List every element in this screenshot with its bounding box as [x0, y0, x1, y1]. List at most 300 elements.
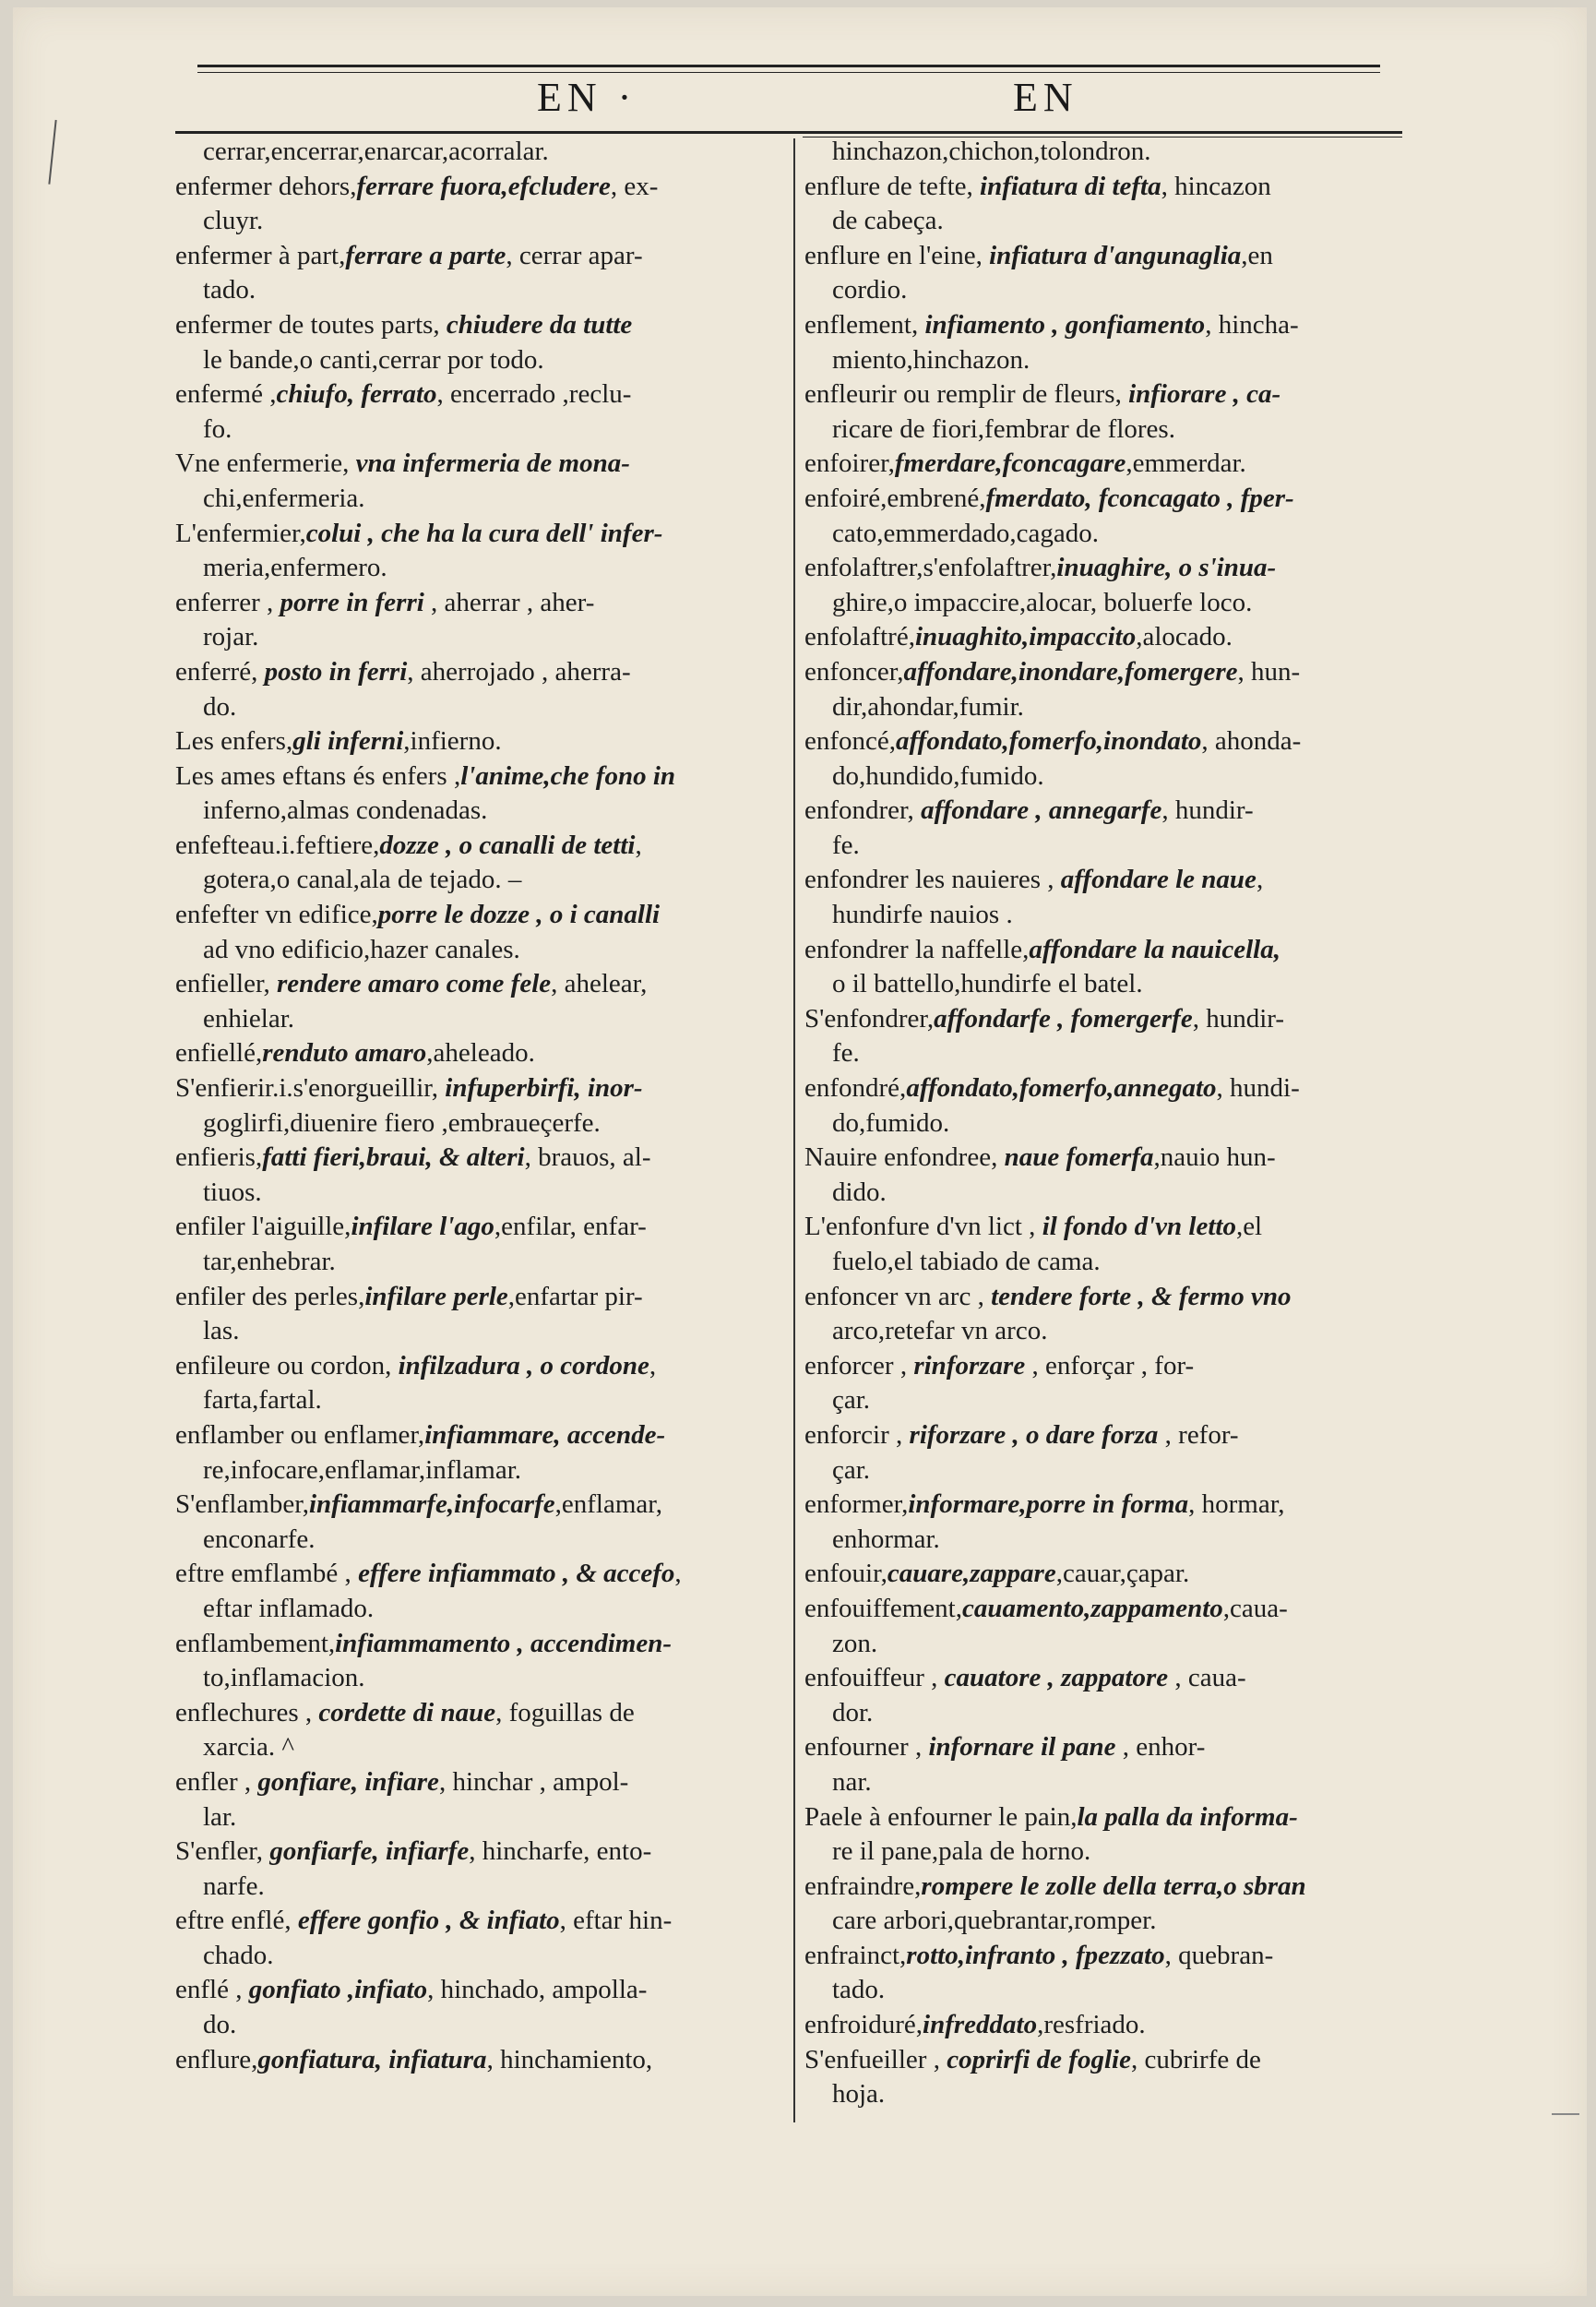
dictionary-entry [175, 1141, 784, 1210]
entry-continuation: ad vno edificio,hazer canales. [203, 934, 520, 964]
headword: Les enfers, [175, 726, 293, 757]
entry-continuation: re il pane,pala de horno. [832, 1836, 1091, 1867]
spanish-gloss: , aherrojado , aherra- [407, 656, 631, 687]
italian-gloss: colui , che ha la cura dell' infer- [305, 518, 663, 548]
entry-continuation: cato,emmerdado,cagado. [832, 518, 1100, 548]
entry-line [804, 170, 1406, 205]
dictionary-entry [175, 586, 784, 655]
dictionary-entry [175, 1349, 784, 1418]
dictionary-entry [804, 794, 1406, 863]
entry-continuation: ghire,o impaccire,alocar, boluerfe loco. [832, 587, 1253, 617]
dictionary-entry [804, 482, 1406, 551]
entry-continuation: enconarfe. [203, 1524, 316, 1554]
spanish-gloss: , quebran- [1164, 1940, 1274, 1970]
dictionary-entry [804, 1488, 1406, 1557]
italian-gloss: naue fomerfa [1004, 1142, 1154, 1173]
top-rule-thin [197, 72, 1380, 73]
headword: enflambement, [175, 1628, 336, 1658]
entry-continuation: lar. [203, 1801, 237, 1832]
italian-gloss: gonfiare, infiare [257, 1766, 439, 1797]
headword: enfieris, [175, 1142, 263, 1173]
edge-mark [1552, 2113, 1579, 2115]
dictionary-entry [804, 620, 1406, 655]
entry-line [804, 794, 1406, 829]
entry-continuation: gotera,o canal,ala de tejado. – [203, 865, 522, 895]
italian-gloss: dozze , o canalli de tetti [379, 830, 636, 860]
dictionary-entry [804, 933, 1406, 1002]
headword: L'enfonfure d'vn lict , [804, 1212, 1042, 1242]
headword: enforcer , [804, 1350, 914, 1381]
italian-gloss: effere infiammato , & accefo [358, 1559, 675, 1589]
entry-continuation: dido. [832, 1177, 887, 1207]
spanish-gloss: , ahonda- [1201, 726, 1302, 757]
entry-line [175, 377, 784, 412]
entry-line [175, 1071, 784, 1106]
entry-line [804, 447, 1406, 482]
dictionary-entry [175, 2043, 784, 2078]
italian-gloss: fmerdato, fconcagato , fper- [985, 483, 1294, 513]
dictionary-entry [804, 1210, 1406, 1279]
headword: enfefteau.i.feftiere, [175, 830, 380, 860]
entry-continuation: goglirfi,diuenire fiero ,embraueçerfe. [203, 1107, 601, 1138]
dictionary-entry [175, 1488, 784, 1557]
italian-gloss: la palla da informa- [1077, 1801, 1298, 1832]
headword: enflure de tefte, [804, 171, 981, 201]
headword: enfourner , [804, 1732, 929, 1763]
entry-continuation: zon. [832, 1628, 878, 1658]
entry-continuation: do. [203, 2010, 237, 2040]
dictionary-entry [175, 1696, 784, 1765]
entry-line [175, 1904, 784, 1939]
dictionary-entry [175, 655, 784, 724]
spanish-gloss: , hundir- [1192, 1003, 1285, 1034]
italian-gloss: infiammarfe,infocarfe [309, 1489, 555, 1520]
entry-continuation: miento,hinchazon. [832, 344, 1030, 375]
spanish-gloss: , cubrirfe de [1130, 2044, 1261, 2074]
headword: enfermer à part, [175, 240, 346, 270]
entry-continuation: enhielar. [203, 1003, 295, 1034]
entry-line: hinchazon,chichon,tolondron. [832, 137, 1151, 166]
right-column [804, 135, 1406, 2112]
entry-line [175, 308, 784, 343]
spanish-gloss: , enforçar , for- [1025, 1350, 1195, 1381]
italian-gloss: infilare l'ago [351, 1212, 494, 1242]
spanish-gloss: ,aheleado. [426, 1038, 535, 1069]
spanish-gloss: , hundir- [1161, 795, 1254, 826]
italian-gloss: infornare il pane [928, 1732, 1116, 1763]
italian-gloss: inuaghito,impaccito [914, 622, 1137, 652]
italian-gloss: riforzare , o dare forza [909, 1419, 1159, 1450]
headword: enfefter vn edifice, [175, 900, 378, 930]
entry-continuation: cluyr. [203, 206, 264, 236]
entry-line [175, 1627, 784, 1662]
italian-gloss: rinforzare [913, 1350, 1026, 1381]
dictionary-entry [804, 1592, 1406, 1661]
dictionary-entry [804, 2008, 1406, 2043]
entry-continuation: farta,fartal. [203, 1385, 322, 1416]
italian-gloss: effere gonfio , & infiato [297, 1906, 560, 1936]
dictionary-entry [175, 967, 784, 1036]
dictionary-entry [804, 239, 1406, 308]
spanish-gloss: ,enfartar pir- [507, 1281, 643, 1311]
entry-continuation: dor. [832, 1697, 874, 1727]
headword: enfoncer, [804, 656, 904, 687]
entry-continuation: narfe. [203, 1871, 265, 1901]
dictionary-entry [175, 759, 784, 829]
dictionary-entry [804, 1939, 1406, 2008]
headword: enforcir , [804, 1419, 910, 1450]
dictionary-entry [175, 1557, 784, 1626]
headword: enfiler des perles, [175, 1281, 365, 1311]
italian-gloss: affondare , annegarfe [921, 795, 1162, 826]
italian-gloss: chiufo, ferrato [276, 379, 437, 410]
headword: enfleurir ou remplir de fleurs, [804, 379, 1129, 410]
spanish-gloss: ,caua- [1222, 1593, 1288, 1623]
dictionary-entry [804, 1418, 1406, 1488]
dictionary-entry [804, 1800, 1406, 1870]
entry-continuation: dir,ahondar,fumir. [832, 691, 1024, 722]
entry-line [175, 829, 784, 864]
entry-continuation: de cabeça. [832, 206, 944, 236]
italian-gloss: affondare la nauicella, [1029, 934, 1280, 964]
italian-gloss: infiatura d'angunaglia [989, 240, 1242, 270]
italian-gloss: gonfiato ,infiato [248, 1975, 428, 2005]
headword: enfondrer les nauieres , [804, 865, 1061, 895]
headword: enfoiré,embrené, [804, 483, 986, 513]
headword: Nauire enfondree, [804, 1142, 1005, 1173]
headword: enfiellé, [175, 1038, 263, 1069]
entry-line [175, 447, 784, 482]
spanish-gloss: , [635, 830, 642, 860]
spanish-gloss: , caua- [1168, 1663, 1246, 1693]
headword: enflure, [175, 2044, 258, 2074]
dictionary-entry [804, 1280, 1406, 1349]
headword: S'enfierir.i.s'enorgueillir, [175, 1073, 446, 1104]
entry-continuation: çar. [832, 1385, 871, 1416]
italian-gloss: rompere le zolle della terra,o sbran [921, 1871, 1306, 1901]
running-head-left: EN · [537, 75, 637, 120]
spanish-gloss: , cerrar apar- [506, 240, 643, 270]
italian-gloss: cauamento,zappamento [961, 1593, 1223, 1623]
headword: enfolaftré, [804, 622, 915, 652]
spanish-gloss: , [674, 1559, 682, 1589]
headword: enfoncé, [804, 726, 897, 757]
entry-line [804, 933, 1406, 968]
dictionary-entry [175, 239, 784, 308]
italian-gloss: cordette di naue [318, 1697, 496, 1727]
spanish-gloss: , hinchamiento, [486, 2044, 653, 2074]
headword: enfraindre, [804, 1871, 922, 1901]
headword: enfolaftrer,s'enfolaftrer, [804, 553, 1057, 583]
dictionary-entry [804, 170, 1406, 239]
dictionary-entry [804, 1141, 1406, 1210]
dictionary-entry [804, 308, 1406, 377]
italian-gloss: il fondo d'vn letto [1042, 1212, 1236, 1242]
entry-continuation: do,fumido. [832, 1107, 950, 1138]
entry-continuation: çar. [832, 1454, 871, 1485]
headword: enflechures , [175, 1697, 319, 1727]
spanish-gloss: , hincazon [1161, 171, 1271, 201]
entry-line [175, 1488, 784, 1523]
left-column [175, 135, 784, 2077]
entry-line [175, 1765, 784, 1800]
headword: enflement, [804, 309, 925, 340]
dictionary-entry [804, 655, 1406, 724]
spanish-gloss: , refor- [1158, 1419, 1239, 1450]
entry-continuation: to,inflamacion. [203, 1663, 365, 1693]
header-rule [175, 131, 1402, 134]
italian-gloss: renduto amaro [262, 1038, 427, 1069]
italian-gloss: porre in ferri [280, 587, 424, 617]
entry-line [804, 239, 1406, 274]
entry-continuation: las. [203, 1316, 240, 1346]
headword: enfileure ou cordon, [175, 1350, 399, 1381]
entry-line [804, 1488, 1406, 1523]
spanish-gloss: , encerrado ,reclu- [436, 379, 632, 410]
entry-line [804, 1002, 1406, 1037]
spanish-gloss: ,resfriado. [1037, 2010, 1146, 2040]
entry-line [175, 1835, 784, 1870]
italian-gloss: coprirfi de foglie [947, 2044, 1131, 2074]
italian-gloss: rotto,infranto , fpezzato [906, 1940, 1165, 1970]
dictionary-entry [804, 377, 1406, 447]
dictionary-entry [804, 1557, 1406, 1592]
italian-gloss: ferrare fuora,efcludere [356, 171, 611, 201]
spanish-gloss: ,alocado. [1136, 622, 1233, 652]
italian-gloss: posto in ferri [264, 656, 408, 687]
entry-continuation: fo. [203, 413, 232, 444]
entry-continuation: tado. [832, 1975, 886, 2005]
entry-line [804, 724, 1406, 759]
headword: S'enflamber, [175, 1489, 309, 1520]
spanish-gloss: , [1256, 865, 1264, 895]
dictionary-entry [804, 863, 1406, 932]
entry-line [175, 1418, 784, 1453]
entry-continuation: rojar. [203, 622, 259, 652]
dictionary-entry [804, 1071, 1406, 1141]
dictionary-entry [804, 1730, 1406, 1799]
entry-continuation: ricare de fiori,fembrar de flores. [832, 413, 1175, 444]
headword: enfler , [175, 1766, 258, 1797]
spanish-gloss: , [649, 1350, 657, 1381]
dictionary-entry [804, 2043, 1406, 2112]
entry-continuation: tiuos. [203, 1177, 262, 1207]
entry-continuation: arco,retefar vn arco. [832, 1316, 1048, 1346]
dictionary-entry [175, 1280, 784, 1349]
italian-gloss: infiamento , gonfiamento [924, 309, 1206, 340]
entry-line [175, 1210, 784, 1245]
italian-gloss: affondare,inondare,fomergere [903, 656, 1238, 687]
running-head-right: EN [1013, 75, 1078, 120]
entry-continuation: fuelo,el tabiado de cama. [832, 1247, 1101, 1276]
entry-continuation: le bande,o canti,cerrar por todo. [203, 344, 544, 375]
entry-line [804, 1071, 1406, 1106]
dictionary-entry [804, 551, 1406, 620]
entry-line [804, 1800, 1406, 1835]
italian-gloss: infuperbirfi, inor- [445, 1073, 643, 1104]
entry-line [804, 1349, 1406, 1384]
entry-line [175, 655, 784, 690]
entry-line [175, 1280, 784, 1315]
entry-line [804, 551, 1406, 586]
headword: enflé , [175, 1975, 249, 2005]
entry-continuation: nar. [832, 1766, 872, 1797]
entry-line [175, 724, 784, 759]
entry-line [804, 482, 1406, 517]
dictionary-entry [175, 170, 784, 239]
dictionary-entry [175, 135, 784, 170]
italian-gloss: affondarfe , fomergerfe [934, 1003, 1193, 1034]
italian-gloss: infiammare, accende- [424, 1419, 666, 1450]
spanish-gloss: ,enfilar, enfar- [494, 1212, 647, 1242]
headword: S'enfueiller , [804, 2044, 947, 2074]
dictionary-entry [175, 1036, 784, 1071]
dictionary-entry [175, 1071, 784, 1141]
dictionary-entry [175, 377, 784, 447]
entry-line [175, 1349, 784, 1384]
headword: L'enfermier, [175, 518, 306, 548]
entry-continuation: hundirfe nauios . [832, 900, 1013, 930]
italian-gloss: informare,porre in forma [908, 1489, 1189, 1520]
italian-gloss: infiatura di tefta [980, 171, 1161, 201]
entry-line [175, 170, 784, 205]
dictionary-entry [804, 135, 1406, 170]
entry-line [804, 2043, 1406, 2078]
entry-continuation: re,infocare,enflamar,inflamar. [203, 1454, 522, 1485]
spanish-gloss: ,enflamar, [554, 1489, 662, 1520]
entry-line: cerrar,encerrar,enarcar,acorralar. [203, 137, 549, 166]
headword: enfermer dehors, [175, 171, 357, 201]
headword: enfroiduré, [804, 2010, 923, 2040]
dictionary-entry [175, 1627, 784, 1696]
dictionary-entry [804, 447, 1406, 482]
entry-line [804, 1557, 1406, 1592]
spanish-gloss: ,emmerdar. [1126, 448, 1246, 479]
headword: enflure en l'eine, [804, 240, 990, 270]
entry-line [175, 586, 784, 621]
entry-continuation: meria,enfermero. [203, 553, 387, 583]
entry-continuation: fe. [832, 1038, 860, 1069]
spanish-gloss: ,en [1241, 240, 1273, 270]
entry-continuation: hoja. [832, 2079, 886, 2110]
italian-gloss: affondato,fomerfo,inondato [896, 726, 1202, 757]
spanish-gloss: , eftar hin- [559, 1906, 673, 1936]
headword: eftre enflé, [175, 1906, 298, 1936]
entry-line [804, 377, 1406, 412]
entry-continuation: inferno,almas condenadas. [203, 795, 488, 826]
dictionary-entry [175, 1904, 784, 1973]
entry-line [804, 863, 1406, 898]
entry-line [804, 1661, 1406, 1696]
italian-gloss: cauare,zappare [887, 1559, 1056, 1589]
column-divider [793, 138, 795, 2122]
entry-line [804, 655, 1406, 690]
dictionary-entry [175, 1835, 784, 1904]
spanish-gloss: , aherrar , aher- [423, 587, 595, 617]
headword: enfieller, [175, 969, 277, 999]
entry-line [175, 759, 784, 795]
entry-line [175, 898, 784, 933]
spanish-gloss: , hincha- [1205, 309, 1299, 340]
entry-line [175, 1973, 784, 2008]
dictionary-entry [804, 1002, 1406, 1071]
dictionary-entry [175, 1210, 784, 1279]
headword: S'enfler, [175, 1836, 270, 1867]
italian-gloss: infreddato [923, 2010, 1038, 2040]
entry-line [175, 1141, 784, 1176]
spanish-gloss: ,nauio hun- [1153, 1142, 1276, 1173]
headword: enferrer , [175, 587, 280, 617]
entry-line [804, 1939, 1406, 1974]
entry-line [175, 1696, 784, 1731]
top-rule [197, 65, 1380, 67]
dictionary-entry [175, 308, 784, 377]
spanish-gloss: , foguillas de [495, 1697, 635, 1727]
spanish-gloss: , hun- [1237, 656, 1301, 687]
italian-gloss: chiudere da tutte [446, 309, 633, 340]
entry-line [804, 620, 1406, 655]
italian-gloss: gonfiarfe, infiarfe [269, 1836, 470, 1867]
spanish-gloss: , hormar, [1188, 1489, 1285, 1520]
spanish-gloss: , hundi- [1216, 1073, 1300, 1104]
italian-gloss: tendere forte , & fermo vno [991, 1281, 1292, 1311]
entry-line [175, 1557, 784, 1592]
entry-line [804, 308, 1406, 343]
headword: Vne enfermerie, [175, 448, 356, 479]
headword: enfrainct, [804, 1940, 907, 1970]
dictionary-entry [804, 1661, 1406, 1730]
dictionary-entry [175, 1418, 784, 1488]
headword: enfondrer, [804, 795, 922, 826]
italian-gloss: inuaghire, o s'inua- [1056, 553, 1277, 583]
dictionary-entry [175, 1765, 784, 1835]
italian-gloss: fatti fieri,braui, & alteri [262, 1142, 525, 1173]
spanish-gloss: , hincharfe, ento- [469, 1836, 652, 1867]
entry-line [804, 1418, 1406, 1453]
headword: enfouir, [804, 1559, 887, 1589]
italian-gloss: affondare le naue [1060, 865, 1257, 895]
dictionary-entry [804, 1349, 1406, 1418]
headword: Les ames eftans és enfers , [175, 760, 461, 791]
entry-line [175, 967, 784, 1002]
headword: enfiler l'aiguille, [175, 1212, 351, 1242]
headword: enfoirer, [804, 448, 895, 479]
spanish-gloss: ,el [1235, 1212, 1263, 1242]
entry-line [804, 1870, 1406, 1905]
entry-continuation: tar,enhebrar. [203, 1247, 336, 1276]
dictionary-entry [175, 447, 784, 516]
entry-continuation: do,hundido,fumido. [832, 760, 1044, 791]
spanish-gloss: , hinchar , ampol- [438, 1766, 629, 1797]
entry-continuation: chi,enfermeria. [203, 483, 365, 513]
headword: enfouiffeur , [804, 1663, 945, 1693]
italian-gloss: infilare perle [364, 1281, 508, 1311]
spanish-gloss: , hinchado, ampolla- [427, 1975, 648, 2005]
italian-gloss: infiorare , ca- [1128, 379, 1281, 410]
entry-line [804, 1141, 1406, 1176]
entry-line [804, 1210, 1406, 1245]
headword: enflamber ou enflamer, [175, 1419, 425, 1450]
italian-gloss: vna infermeria de mona- [355, 448, 630, 479]
italian-gloss: ferrare a parte [345, 240, 506, 270]
italian-gloss: affondato,fomerfo,annegato [906, 1073, 1217, 1104]
entry-continuation: o il battello,hundirfe el batel. [832, 969, 1143, 999]
entry-continuation: care arbori,quebrantar,romper. [832, 1906, 1157, 1936]
entry-continuation: cordio. [832, 275, 908, 305]
italian-gloss: l'anime,che fono in [460, 760, 676, 791]
dictionary-entry [175, 898, 784, 967]
headword: enfouiffement, [804, 1593, 962, 1623]
